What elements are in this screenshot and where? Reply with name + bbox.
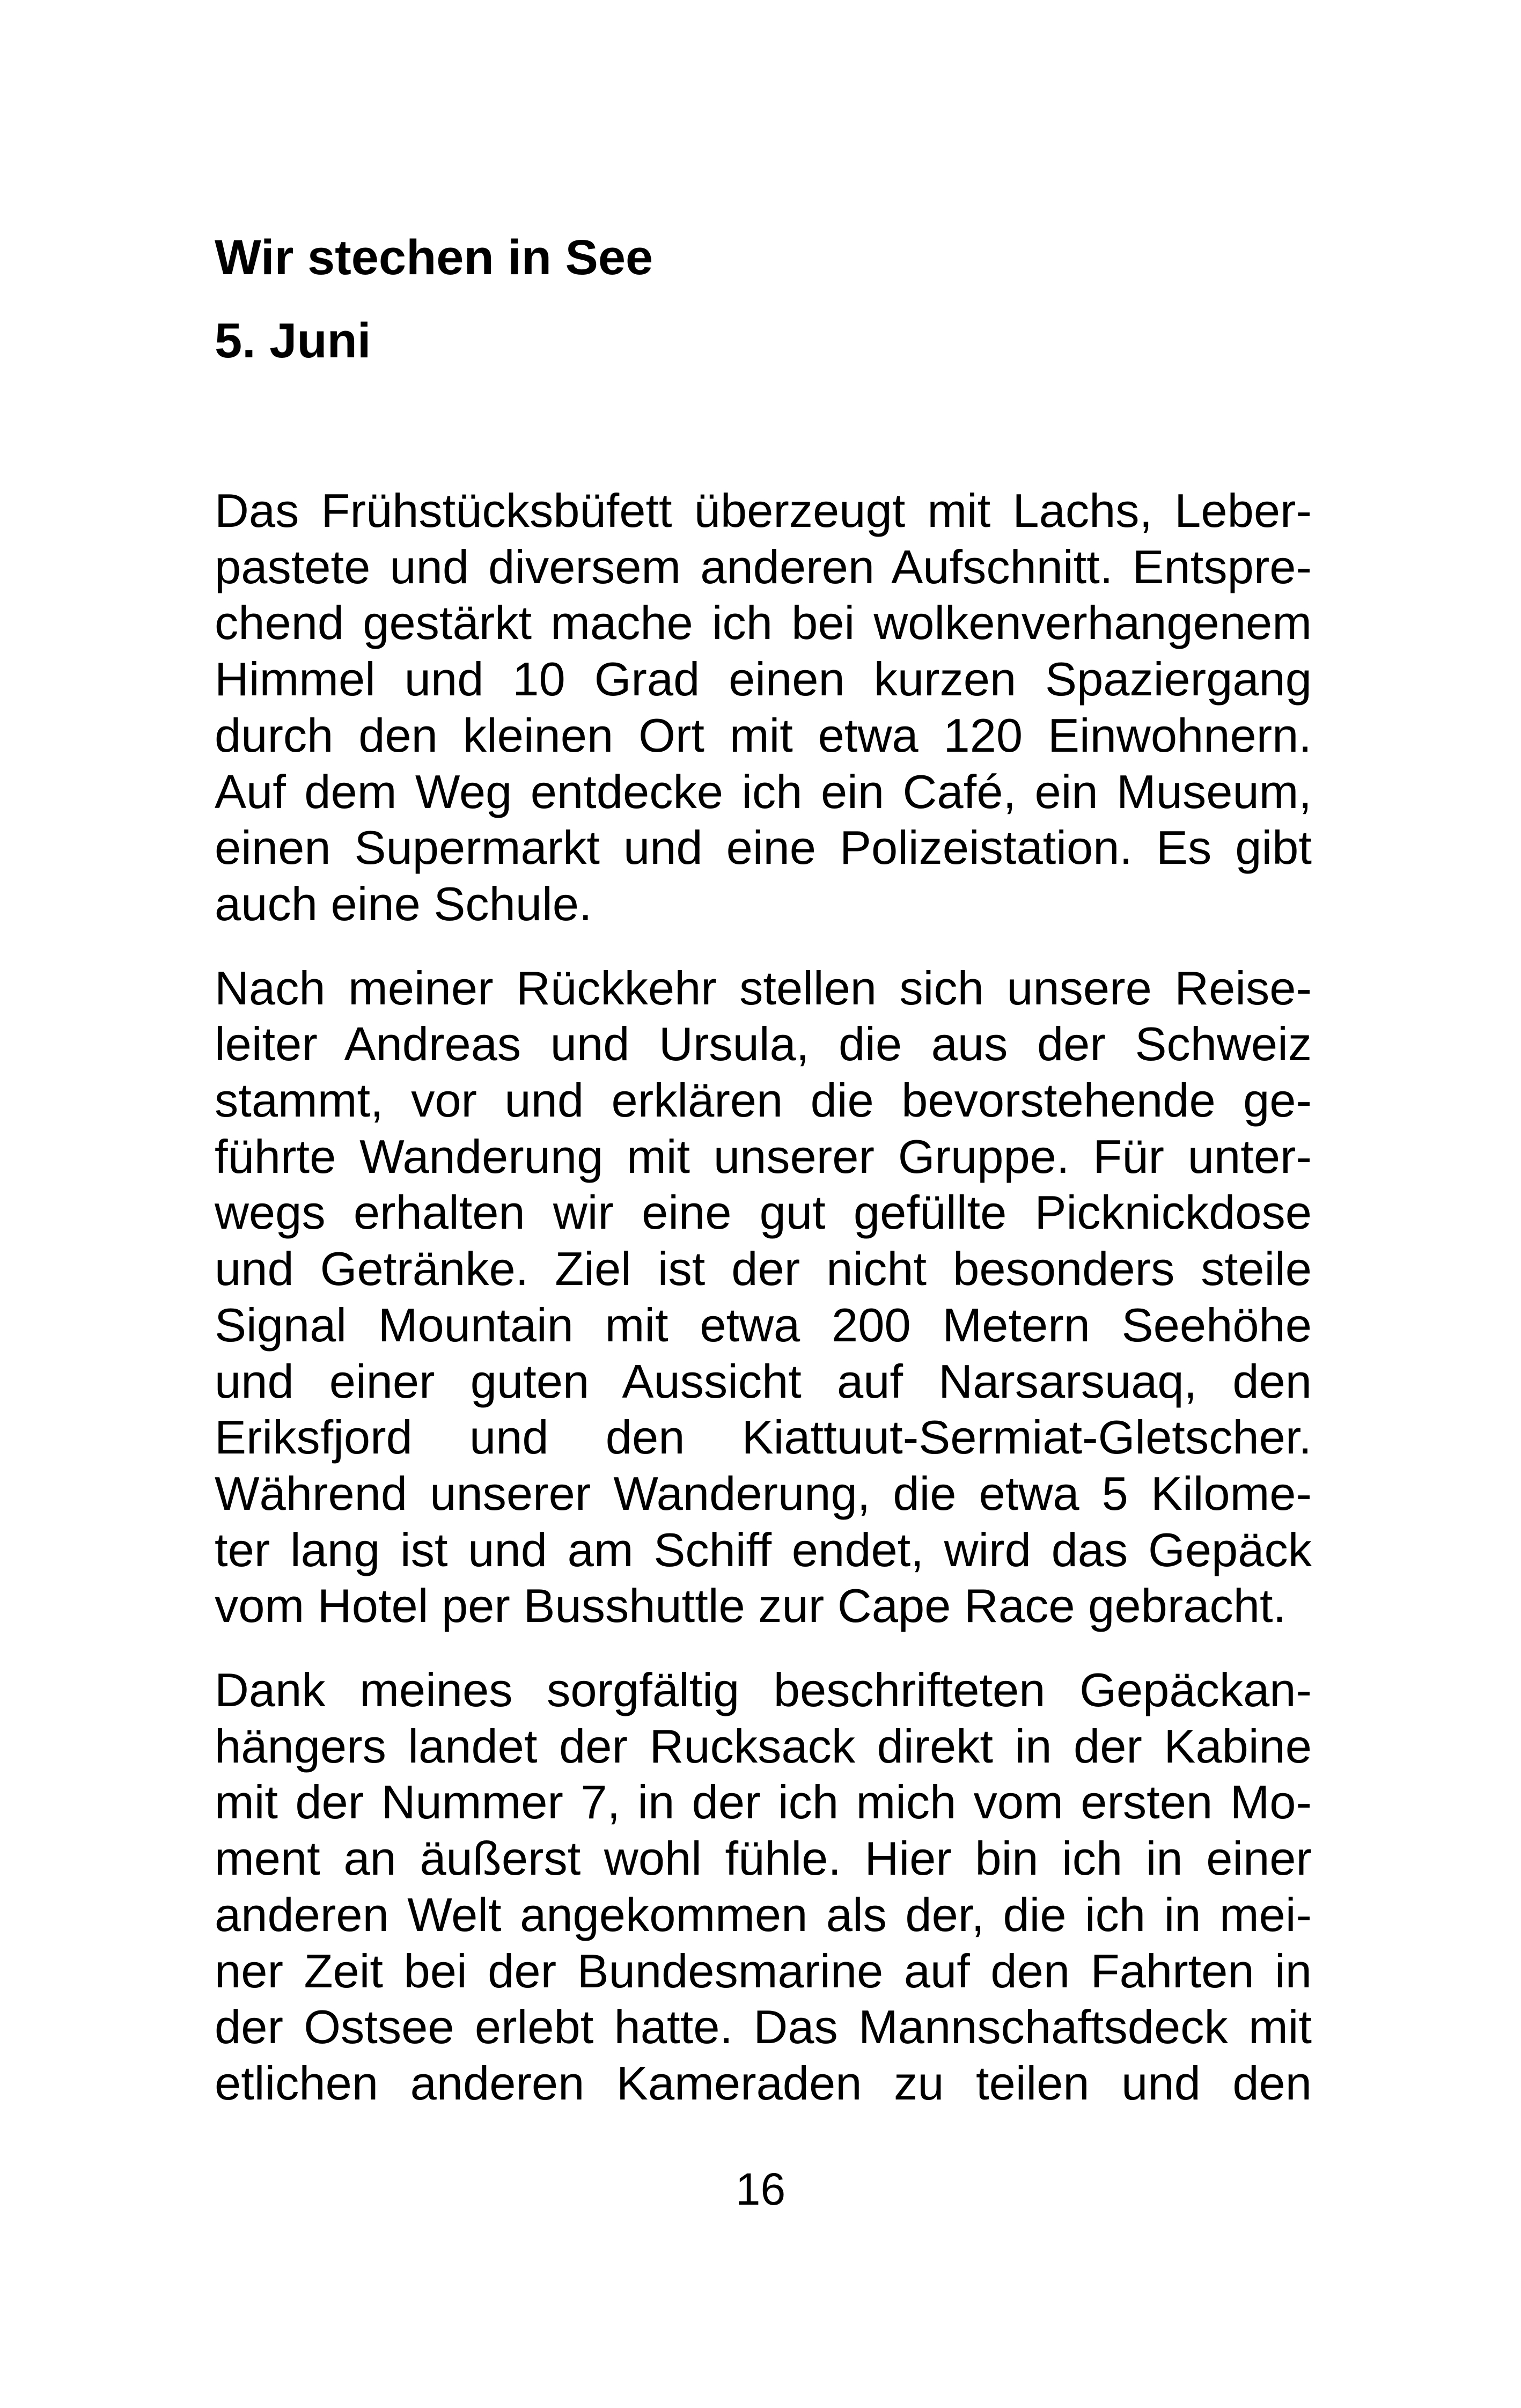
text-line: einen Supermarkt und eine Polizeistation. Es gibt bbox=[215, 821, 1312, 875]
text-line: wegs erhalten wir eine gut gefüllte Picknickdose bbox=[215, 1186, 1312, 1239]
paragraph-2 bbox=[215, 960, 1312, 1634]
text-line: Signal Mountain mit etwa 200 Metern Seehöhe bbox=[215, 1298, 1312, 1352]
text-line: Himmel und 10 Grad einen kurzen Spaziergang bbox=[215, 652, 1312, 706]
text-line: hängers landet der Rucksack direkt in der Kabine bbox=[215, 1719, 1312, 1773]
text-line: ner Zeit bei der Bundesmarine auf den Fahrten in bbox=[215, 1944, 1312, 1998]
text-line: stammt, vor und erklären die bevorstehende ge- bbox=[215, 1074, 1312, 1127]
text-line: Auf dem Weg entdecke ich ein Café, ein Museum, bbox=[215, 765, 1312, 818]
text-line: durch den kleinen Ort mit etwa 120 Einwohnern. bbox=[215, 708, 1312, 762]
text-line: etlichen anderen Kameraden zu teilen und den bbox=[215, 2056, 1312, 2110]
text-line: auch eine Schule. bbox=[215, 877, 592, 930]
text-line: Nach meiner Rückkehr stellen sich unsere Reise- bbox=[215, 961, 1312, 1015]
text-line: führte Wanderung mit unserer Gruppe. Für unter- bbox=[215, 1129, 1312, 1183]
page-number: 16 bbox=[735, 2164, 786, 2214]
text-line: Eriksfjord und den Kiattuut-Sermiat-Gletscher. bbox=[215, 1411, 1312, 1464]
text-line: und einer guten Aussicht auf Narsarsuaq, den bbox=[215, 1354, 1312, 1408]
chapter-date: 5. Juni bbox=[215, 313, 371, 368]
text-line: mit der Nummer 7, in der ich mich vom ersten Mo- bbox=[215, 1775, 1312, 1829]
text-line: Dank meines sorgfältig beschrifteten Gepäckan- bbox=[215, 1663, 1312, 1717]
text-line: vom Hotel per Busshuttle zur Cape Race gebracht. bbox=[215, 1579, 1287, 1633]
text-line: ment an äußerst wohl fühle. Hier bin ich in einer bbox=[215, 1832, 1312, 1885]
text-line: chend gestärkt mache ich bei wolkenverhangenem bbox=[215, 596, 1312, 650]
text-line: pastete und diversem anderen Aufschnitt. Entspre- bbox=[215, 540, 1312, 593]
text-line: anderen Welt angekommen als der, die ich in mei- bbox=[215, 1888, 1312, 1941]
paragraph-1 bbox=[215, 483, 1312, 933]
text-line: Während unserer Wanderung, die etwa 5 Kilome- bbox=[215, 1466, 1312, 1520]
chapter-title: Wir stechen in See bbox=[215, 230, 653, 285]
paragraph-3 bbox=[215, 1662, 1312, 2112]
text-line: und Getränke. Ziel ist der nicht besonders steile bbox=[215, 1242, 1312, 1296]
body-text bbox=[215, 483, 1312, 2140]
text-line: leiter Andreas und Ursula, die aus der Schweiz bbox=[215, 1017, 1312, 1071]
text-line: Das Frühstücksbüfett überzeugt mit Lachs, Leber- bbox=[215, 484, 1312, 537]
text-line: ter lang ist und am Schiff endet, wird das Gepäck bbox=[215, 1523, 1312, 1576]
text-line: der Ostsee erlebt hatte. Das Mannschaftsdeck mit bbox=[215, 2000, 1312, 2054]
